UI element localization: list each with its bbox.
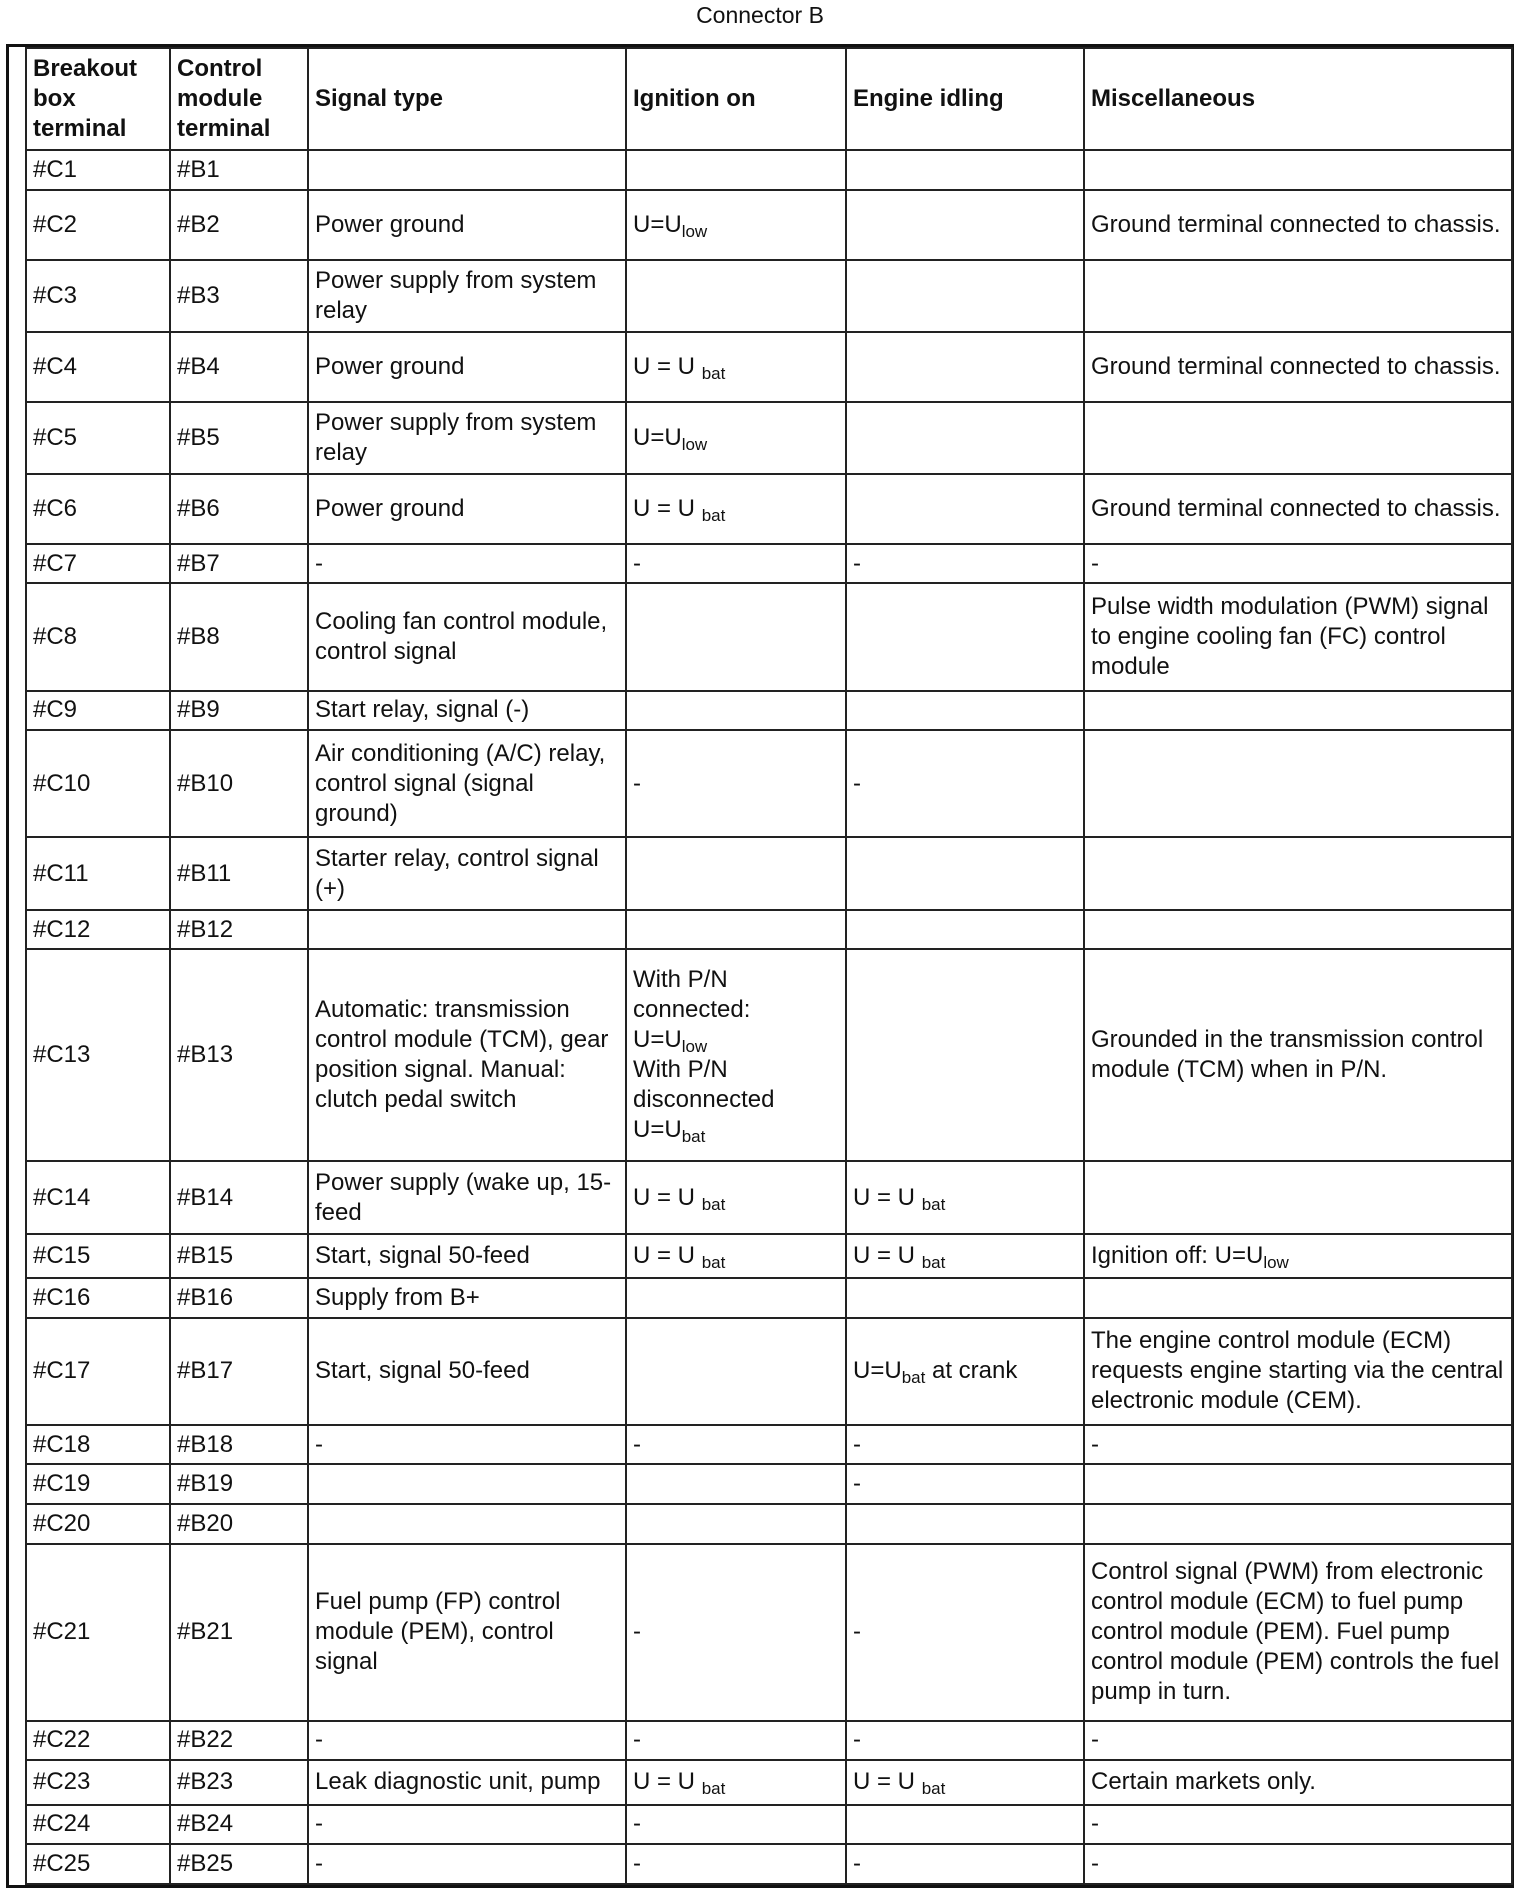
cell-control-module-terminal: #B9 (170, 691, 308, 731)
cell-ignition-on: U = U $_{bat}$ (626, 1161, 846, 1233)
cell-control-module-terminal: #B4 (170, 332, 308, 402)
cell-signal-type (308, 1464, 626, 1504)
table-row (26, 1234, 1512, 1278)
cell-breakout-terminal: #C15 (26, 1234, 170, 1278)
cell-ignition-on (626, 1464, 846, 1504)
cell-miscellaneous: Ground terminal connected to chassis. (1084, 474, 1512, 544)
cell-control-module-terminal: #B19 (170, 1464, 308, 1504)
cell-signal-type (308, 1504, 626, 1544)
cell-signal-type: Power supply from system relay (308, 402, 626, 474)
cell-ignition-on: - (626, 1544, 846, 1721)
cell-engine-idling (846, 1805, 1084, 1845)
cell-signal-type: Leak diagnostic unit, pump (308, 1760, 626, 1804)
header-miscellaneous: Miscellaneous (1084, 48, 1512, 150)
cell-ignition-on (626, 837, 846, 909)
cell-miscellaneous: Ground terminal connected to chassis. (1084, 190, 1512, 260)
cell-engine-idling (846, 1278, 1084, 1318)
table-row (26, 1318, 1512, 1425)
connector-table-frame (6, 44, 1514, 1888)
table-row (26, 402, 1512, 474)
table-row (26, 1464, 1512, 1504)
table-row (26, 730, 1512, 837)
cell-breakout-terminal: #C22 (26, 1721, 170, 1761)
table-row (26, 1721, 1512, 1761)
cell-control-module-terminal: #B8 (170, 583, 308, 690)
cell-ignition-on: - (626, 730, 846, 837)
table-row (26, 190, 1512, 260)
cell-signal-type: Power ground (308, 474, 626, 544)
header-engine-idling: Engine idling (846, 48, 1084, 150)
cell-breakout-terminal: #C7 (26, 544, 170, 584)
header-control-module-terminal: Control module terminal (170, 48, 308, 150)
cell-engine-idling (846, 910, 1084, 950)
cell-control-module-terminal: #B6 (170, 474, 308, 544)
table-caption: Connector B (696, 2, 824, 28)
cell-miscellaneous (1084, 1278, 1512, 1318)
cell-control-module-terminal: #B2 (170, 190, 308, 260)
cell-signal-type: - (308, 544, 626, 584)
cell-control-module-terminal: #B23 (170, 1760, 308, 1804)
cell-ignition-on: With P/N connected: $U=U_{low}$ With P/N disconnected $U=U_{bat}$ (626, 949, 846, 1161)
cell-signal-type: - (308, 1425, 626, 1465)
cell-signal-type: Starter relay, control signal (+) (308, 837, 626, 909)
cell-engine-idling: - (846, 730, 1084, 837)
table-row (26, 544, 1512, 584)
cell-control-module-terminal: #B1 (170, 150, 308, 190)
cell-miscellaneous: Control signal (PWM) from electronic control module (ECM) to fuel pump control module (PEM). Fuel pump control module (PEM) controls the fuel pump in turn. (1084, 1544, 1512, 1721)
cell-engine-idling (846, 583, 1084, 690)
cell-breakout-terminal: #C14 (26, 1161, 170, 1233)
cell-control-module-terminal: #B5 (170, 402, 308, 474)
cell-signal-type: Supply from B+ (308, 1278, 626, 1318)
cell-breakout-terminal: #C18 (26, 1425, 170, 1465)
cell-ignition-on (626, 1318, 846, 1425)
header-breakout-box-terminal: Breakout box terminal (26, 48, 170, 150)
table-row (26, 1161, 1512, 1233)
cell-miscellaneous: Grounded in the transmission control module (TCM) when in P/N. (1084, 949, 1512, 1161)
cell-control-module-terminal: #B17 (170, 1318, 308, 1425)
cell-ignition-on (626, 1278, 846, 1318)
header-signal-type: Signal type (308, 48, 626, 150)
cell-breakout-terminal: #C23 (26, 1760, 170, 1804)
cell-signal-type (308, 150, 626, 190)
cell-signal-type: Power supply from system relay (308, 260, 626, 332)
cell-miscellaneous (1084, 1161, 1512, 1233)
cell-control-module-terminal: #B21 (170, 1544, 308, 1721)
table-row (26, 837, 1512, 909)
connector-table (25, 47, 1513, 1885)
table-row (26, 910, 1512, 950)
cell-miscellaneous (1084, 730, 1512, 837)
cell-miscellaneous: - (1084, 1805, 1512, 1845)
cell-ignition-on: U = U $_{bat}$ (626, 474, 846, 544)
cell-engine-idling (846, 260, 1084, 332)
table-row (26, 1278, 1512, 1318)
cell-miscellaneous: Ignition off: $U=U_{low}$ (1084, 1234, 1512, 1278)
cell-engine-idling: U = U $_{bat}$ (846, 1161, 1084, 1233)
cell-engine-idling (846, 1504, 1084, 1544)
cell-ignition-on: $U=U_{low}$ (626, 190, 846, 260)
cell-breakout-terminal: #C17 (26, 1318, 170, 1425)
cell-miscellaneous (1084, 402, 1512, 474)
cell-ignition-on: - (626, 544, 846, 584)
cell-miscellaneous: Certain markets only. (1084, 1760, 1512, 1804)
cell-signal-type: Power ground (308, 332, 626, 402)
cell-engine-idling: - (846, 1464, 1084, 1504)
cell-miscellaneous: - (1084, 1425, 1512, 1465)
cell-breakout-terminal: #C6 (26, 474, 170, 544)
cell-ignition-on (626, 583, 846, 690)
cell-engine-idling (846, 474, 1084, 544)
cell-ignition-on (626, 260, 846, 332)
cell-ignition-on: U = U $_{bat}$ (626, 1760, 846, 1804)
cell-breakout-terminal: #C11 (26, 837, 170, 909)
cell-control-module-terminal: #B18 (170, 1425, 308, 1465)
cell-signal-type: Power supply (wake up, 15-feed (308, 1161, 626, 1233)
cell-engine-idling (846, 402, 1084, 474)
cell-breakout-terminal: #C12 (26, 910, 170, 950)
cell-control-module-terminal: #B24 (170, 1805, 308, 1845)
cell-ignition-on (626, 910, 846, 950)
cell-engine-idling: $U=U_{bat}$ at crank (846, 1318, 1084, 1425)
cell-breakout-terminal: #C9 (26, 691, 170, 731)
cell-engine-idling (846, 949, 1084, 1161)
cell-breakout-terminal: #C1 (26, 150, 170, 190)
cell-breakout-terminal: #C3 (26, 260, 170, 332)
cell-miscellaneous (1084, 691, 1512, 731)
cell-miscellaneous (1084, 837, 1512, 909)
cell-control-module-terminal: #B16 (170, 1278, 308, 1318)
table-row (26, 1805, 1512, 1845)
cell-breakout-terminal: #C5 (26, 402, 170, 474)
cell-ignition-on: - (626, 1425, 846, 1465)
cell-miscellaneous: Pulse width modulation (PWM) signal to engine cooling fan (FC) control module (1084, 583, 1512, 690)
cell-ignition-on (626, 1504, 846, 1544)
cell-control-module-terminal: #B10 (170, 730, 308, 837)
cell-ignition-on: - (626, 1721, 846, 1761)
cell-miscellaneous: - (1084, 544, 1512, 584)
cell-engine-idling: - (846, 1425, 1084, 1465)
cell-engine-idling: - (846, 1544, 1084, 1721)
cell-breakout-terminal: #C21 (26, 1544, 170, 1721)
cell-control-module-terminal: #B15 (170, 1234, 308, 1278)
cell-control-module-terminal: #B3 (170, 260, 308, 332)
table-row (26, 1504, 1512, 1544)
table-row (26, 691, 1512, 731)
cell-miscellaneous (1084, 150, 1512, 190)
cell-control-module-terminal: #B12 (170, 910, 308, 950)
table-row (26, 583, 1512, 690)
cell-miscellaneous: Ground terminal connected to chassis. (1084, 332, 1512, 402)
table-row (26, 1425, 1512, 1465)
cell-engine-idling (846, 332, 1084, 402)
cell-control-module-terminal: #B7 (170, 544, 308, 584)
cell-engine-idling: U = U $_{bat}$ (846, 1234, 1084, 1278)
cell-engine-idling (846, 837, 1084, 909)
cell-signal-type: - (308, 1805, 626, 1845)
cell-ignition-on: U = U $_{bat}$ (626, 332, 846, 402)
table-row (26, 474, 1512, 544)
cell-signal-type: Fuel pump (FP) control module (PEM), control signal (308, 1544, 626, 1721)
table-row (26, 332, 1512, 402)
table-row (26, 1844, 1512, 1884)
cell-breakout-terminal: #C16 (26, 1278, 170, 1318)
cell-engine-idling (846, 150, 1084, 190)
cell-breakout-terminal: #C2 (26, 190, 170, 260)
cell-ignition-on: - (626, 1844, 846, 1884)
cell-signal-type: Start, signal 50-feed (308, 1234, 626, 1278)
cell-breakout-terminal: #C25 (26, 1844, 170, 1884)
cell-signal-type: Start relay, signal (-) (308, 691, 626, 731)
cell-ignition-on: $U=U_{low}$ (626, 402, 846, 474)
cell-control-module-terminal: #B14 (170, 1161, 308, 1233)
cell-signal-type: Start, signal 50-feed (308, 1318, 626, 1425)
cell-miscellaneous: - (1084, 1844, 1512, 1884)
cell-control-module-terminal: #B25 (170, 1844, 308, 1884)
table-row (26, 949, 1512, 1161)
cell-breakout-terminal: #C10 (26, 730, 170, 837)
cell-signal-type: Automatic: transmission control module (TCM), gear position signal. Manual: clutch pedal switch (308, 949, 626, 1161)
cell-ignition-on (626, 691, 846, 731)
cell-signal-type: Air conditioning (A/C) relay, control signal (signal ground) (308, 730, 626, 837)
cell-miscellaneous (1084, 910, 1512, 950)
table-row (26, 1760, 1512, 1804)
table-row (26, 150, 1512, 190)
cell-breakout-terminal: #C13 (26, 949, 170, 1161)
table-row (26, 1544, 1512, 1721)
cell-signal-type (308, 910, 626, 950)
cell-control-module-terminal: #B20 (170, 1504, 308, 1544)
header-ignition-on: Ignition on (626, 48, 846, 150)
table-body (26, 150, 1512, 1884)
cell-ignition-on (626, 150, 846, 190)
header-row (26, 48, 1512, 150)
cell-miscellaneous (1084, 260, 1512, 332)
cell-miscellaneous: The engine control module (ECM) requests engine starting via the central electronic module (CEM). (1084, 1318, 1512, 1425)
cell-breakout-terminal: #C19 (26, 1464, 170, 1504)
cell-control-module-terminal: #B22 (170, 1721, 308, 1761)
cell-engine-idling (846, 190, 1084, 260)
cell-miscellaneous (1084, 1504, 1512, 1544)
cell-breakout-terminal: #C20 (26, 1504, 170, 1544)
cell-breakout-terminal: #C8 (26, 583, 170, 690)
cell-control-module-terminal: #B11 (170, 837, 308, 909)
cell-miscellaneous: - (1084, 1721, 1512, 1761)
table-row (26, 260, 1512, 332)
cell-signal-type: - (308, 1844, 626, 1884)
cell-signal-type: - (308, 1721, 626, 1761)
cell-signal-type: Power ground (308, 190, 626, 260)
cell-engine-idling: U = U $_{bat}$ (846, 1760, 1084, 1804)
cell-engine-idling: - (846, 544, 1084, 584)
cell-control-module-terminal: #B13 (170, 949, 308, 1161)
cell-engine-idling (846, 691, 1084, 731)
cell-ignition-on: - (626, 1805, 846, 1845)
cell-breakout-terminal: #C24 (26, 1805, 170, 1845)
cell-engine-idling: - (846, 1721, 1084, 1761)
cell-ignition-on: U = U $_{bat}$ (626, 1234, 846, 1278)
cell-engine-idling: - (846, 1844, 1084, 1884)
cell-miscellaneous (1084, 1464, 1512, 1504)
cell-signal-type: Cooling fan control module, control signal (308, 583, 626, 690)
cell-breakout-terminal: #C4 (26, 332, 170, 402)
